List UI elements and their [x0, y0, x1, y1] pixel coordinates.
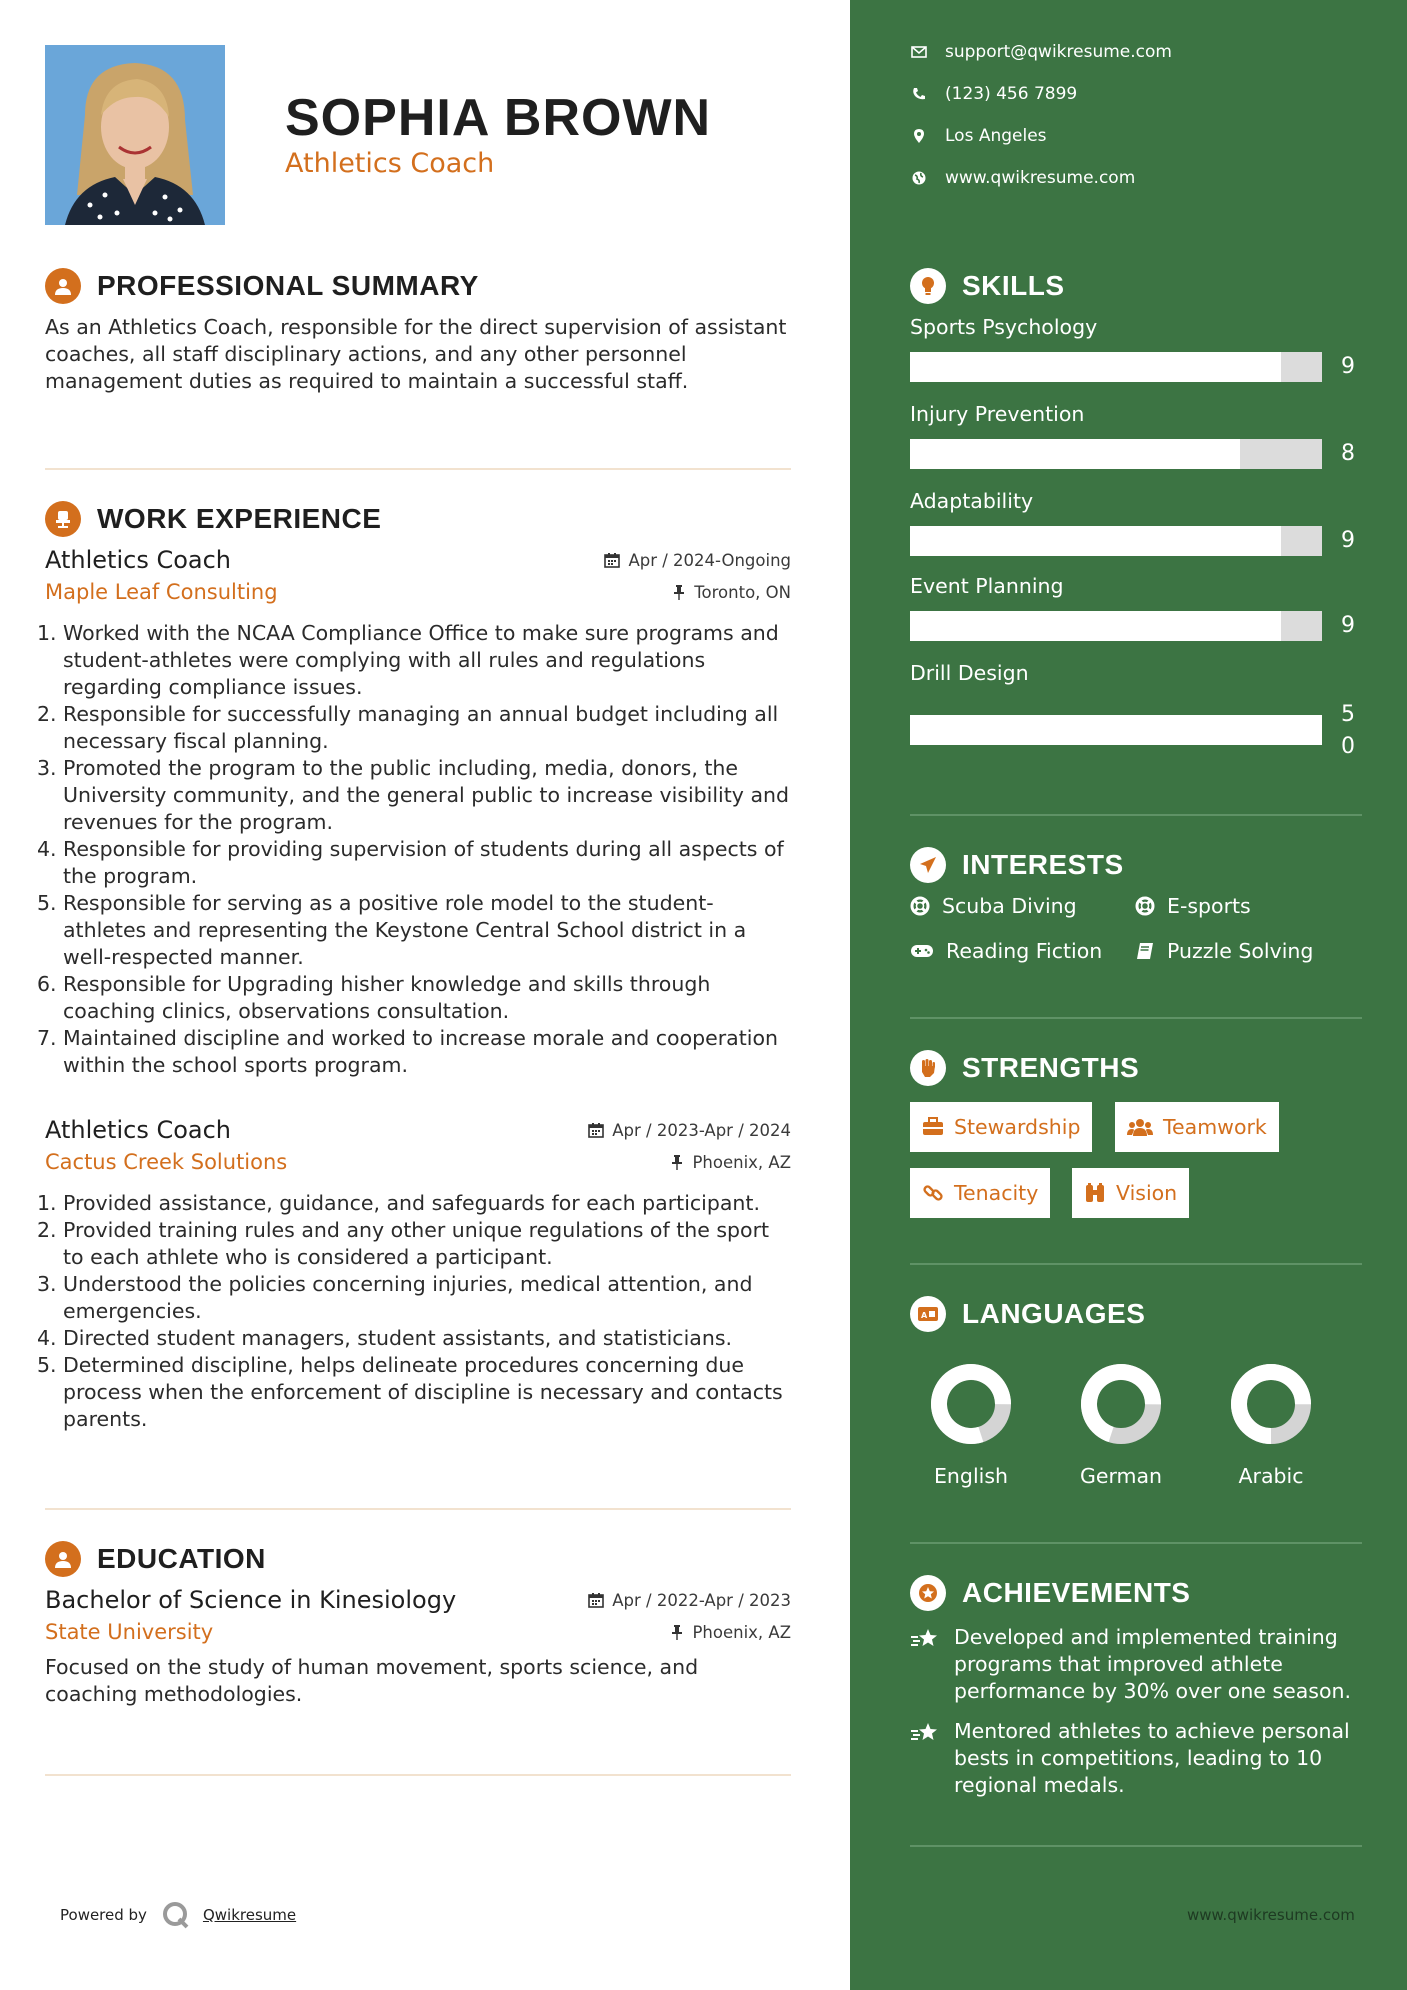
achievement-item: [910, 1624, 1370, 1705]
interests-heading: [910, 847, 1124, 883]
job-responsibilities: [45, 620, 791, 1079]
list-item: Responsible for successfully managing an annual budget including all necessary fiscal planning.: [63, 702, 779, 753]
achievement-text: Mentored athletes to achieve personal bests in competitions, leading to 10 regional medals.: [954, 1719, 1350, 1797]
language-name: German: [1079, 1464, 1163, 1488]
divider: [45, 1774, 791, 1776]
strength-chip: [1115, 1102, 1279, 1152]
skill-value: 9: [1341, 528, 1355, 553]
graduation-icon: [45, 1541, 81, 1577]
skill-value: 9: [1341, 613, 1355, 638]
language-item: [1066, 1362, 1176, 1488]
skill-bar: [910, 526, 1322, 556]
powered-by-text: Powered by: [60, 1906, 147, 1924]
skill-item: [910, 315, 1362, 379]
job-location-text: Phoenix, AZ: [692, 1152, 791, 1172]
skill-bar-fill: [910, 611, 1281, 641]
skill-bar-fill: [910, 439, 1240, 469]
gamepad-icon: [910, 943, 934, 959]
achievement-text: Developed and implemented training programs that improved athlete performance by 30% over one season.: [954, 1625, 1352, 1703]
interest-label: Reading Fiction: [946, 939, 1103, 963]
education-title: EDUCATION: [97, 1543, 266, 1574]
list-item: Responsible for Upgrading hisher knowledge and skills through coaching clinics, observations consultation.: [63, 972, 711, 1023]
education-description: Focused on the study of human movement, sports science, and coaching methodologies.: [45, 1655, 699, 1706]
education-location: [670, 1623, 791, 1642]
achievements-heading: [910, 1575, 1190, 1611]
sidebar: [850, 0, 1407, 1990]
list-item: Responsible for providing supervision of students during all aspects of the program.: [63, 837, 784, 888]
skill-value-digit: 0: [1341, 734, 1355, 759]
lightbulb-icon: [910, 268, 946, 304]
job-location-text: Toronto, ON: [694, 582, 791, 602]
calendar-icon: [588, 1122, 604, 1138]
skill-name: Sports Psychology: [910, 315, 1098, 339]
skill-name: Drill Design: [910, 661, 1029, 685]
job-title: Athletics Coach: [45, 546, 232, 574]
job-location: [670, 1153, 791, 1172]
list-item: Maintained discipline and worked to increase morale and cooperation within the school sports program.: [63, 1026, 779, 1077]
contact-location-text: Los Angeles: [945, 126, 1047, 146]
interests-title: INTERESTS: [962, 849, 1124, 880]
map-pin-icon: [910, 129, 928, 143]
skills-title: SKILLS: [962, 270, 1065, 301]
education-location-text: Phoenix, AZ: [692, 1622, 791, 1642]
skill-bar-fill: [910, 715, 1322, 745]
contact-website-text: www.qwikresume.com: [945, 168, 1136, 188]
divider: [910, 1845, 1362, 1847]
skill-name: Injury Prevention: [910, 402, 1085, 426]
strength-chip: [910, 1102, 1092, 1152]
list-item: Determined discipline, helps delineate procedures concerning due process when the enforcement of discipline is necessary and contacts parents.: [63, 1353, 783, 1431]
language-icon: [910, 1296, 946, 1332]
strengths-heading: [910, 1050, 1139, 1086]
strength-label: Teamwork: [1163, 1115, 1267, 1139]
divider: [910, 1542, 1362, 1544]
skill-value: 9: [1341, 354, 1355, 379]
education-date-text: Apr / 2022-Apr / 2023: [612, 1590, 791, 1610]
shooting-star-icon: [910, 1627, 940, 1651]
skill-bar-fill: [910, 352, 1281, 382]
work-heading: [45, 501, 381, 537]
language-donut: [929, 1362, 1013, 1446]
star-badge-icon: [910, 1575, 946, 1611]
footer-website[interactable]: www.qwikresume.com: [1187, 1906, 1355, 1924]
achievements-title: ACHIEVEMENTS: [962, 1577, 1191, 1608]
skill-item: [910, 402, 1362, 466]
chair-icon: [45, 501, 81, 537]
interest-item: [1135, 939, 1313, 963]
job-responsibilities: [45, 1190, 791, 1433]
skill-name: Event Planning: [910, 574, 1064, 598]
education-entry: [45, 1586, 791, 1708]
skill-item: [910, 574, 1362, 638]
interest-label: Puzzle Solving: [1167, 939, 1314, 963]
candidate-name: SOPHIA BROWN: [285, 89, 712, 147]
strength-label: Tenacity: [954, 1181, 1039, 1205]
strengths-title: STRENGTHS: [962, 1052, 1140, 1083]
languages-title: LANGUAGES: [962, 1298, 1146, 1329]
contact-website[interactable]: [910, 168, 1135, 188]
pin-icon: [670, 1624, 684, 1640]
binoculars-icon: [1084, 1182, 1106, 1204]
interest-item: [1135, 894, 1251, 918]
job-company: Cactus Creek Solutions: [45, 1150, 288, 1174]
fist-icon: [910, 1050, 946, 1086]
job-entry: [45, 1116, 791, 1433]
paper-plane-icon: [910, 847, 946, 883]
strength-chip: [910, 1168, 1050, 1218]
job-date: [588, 1121, 791, 1140]
skills-heading: [910, 268, 1065, 304]
strength-chip: [1072, 1168, 1189, 1218]
list-item: Provided training rules and any other unique regulations of the sport to each athlete who is considered a participant.: [63, 1218, 770, 1269]
life-ring-icon: [1135, 896, 1155, 916]
shooting-star-icon: [910, 1721, 940, 1745]
language-item: [1216, 1362, 1326, 1488]
skill-value: 8: [1341, 441, 1355, 466]
qwikresume-link[interactable]: Qwikresume: [202, 1906, 297, 1924]
strength-label: Stewardship: [954, 1115, 1081, 1139]
skill-value-digit: 5: [1341, 702, 1355, 727]
job-date: [604, 551, 791, 570]
skill-bar: [910, 352, 1322, 382]
languages-heading: [910, 1296, 1145, 1332]
skill-item: [910, 489, 1362, 553]
strength-label: Vision: [1116, 1181, 1178, 1205]
contact-phone[interactable]: [910, 84, 1077, 104]
summary-heading: [45, 268, 479, 304]
summary-text: As an Athletics Coach, responsible for the direct supervision of assistant coaches, all staff disciplinary actions, and any other personnel management duties as required to maintain a successful staff.: [45, 315, 787, 393]
list-item: Promoted the program to the public including, media, donors, the University community, and the general public to increase visibility and revenues for the program.: [63, 756, 790, 834]
contact-email[interactable]: [910, 42, 1172, 62]
qwikresume-logo-icon: [161, 1900, 191, 1930]
language-name: English: [933, 1464, 1009, 1488]
list-item: Provided assistance, guidance, and safeguards for each participant.: [63, 1191, 760, 1215]
achievement-item: [910, 1718, 1370, 1799]
job-entry: [45, 546, 791, 1079]
interest-label: Scuba Diving: [942, 894, 1077, 918]
language-donut: [1079, 1362, 1163, 1446]
job-date-text: Apr / 2023-Apr / 2024: [612, 1120, 791, 1140]
contact-email-text: support@qwikresume.com: [945, 42, 1172, 62]
svg-text:A: A: [921, 1311, 928, 1320]
briefcase-icon: [922, 1117, 944, 1137]
skill-bar-fill: [910, 526, 1281, 556]
contact-phone-text: (123) 456 7899: [945, 84, 1078, 104]
powered-by: [60, 1900, 296, 1930]
divider: [45, 1508, 791, 1510]
job-location: [672, 583, 791, 602]
skill-bar: [910, 611, 1322, 641]
users-icon: [1127, 1117, 1153, 1137]
education-heading: [45, 1541, 266, 1577]
contact-location: [910, 126, 1047, 146]
candidate-title: Athletics Coach: [285, 148, 495, 179]
list-item: Directed student managers, student assistants, and statisticians.: [63, 1326, 733, 1350]
profile-photo: [45, 45, 225, 225]
degree-title: Bachelor of Science in Kinesiology: [45, 1586, 457, 1614]
job-company: Maple Leaf Consulting: [45, 580, 278, 604]
divider: [910, 814, 1362, 816]
pin-icon: [672, 584, 686, 600]
work-title: WORK EXPERIENCE: [97, 503, 382, 534]
book-icon: [1135, 941, 1155, 961]
divider: [45, 468, 791, 470]
envelope-icon: [910, 46, 928, 58]
education-date: [588, 1591, 791, 1610]
list-item: Worked with the NCAA Compliance Office to make sure programs and student-athletes were complying with all rules and regulations regarding compliance issues.: [63, 621, 779, 699]
calendar-icon: [588, 1592, 604, 1608]
interest-item: [910, 894, 1077, 918]
skill-item: [910, 661, 1362, 759]
language-item: [916, 1362, 1026, 1488]
skill-name: Adaptability: [910, 489, 1034, 513]
phone-icon: [910, 87, 928, 101]
list-item: Understood the policies concerning injuries, medical attention, and emergencies.: [63, 1272, 753, 1323]
language-name: Arabic: [1238, 1464, 1304, 1488]
school-name: State University: [45, 1620, 214, 1644]
language-donut: [1229, 1362, 1313, 1446]
interest-item: [910, 939, 1102, 963]
globe-icon: [910, 171, 928, 185]
skill-bar: [910, 439, 1322, 469]
skill-bar: [910, 715, 1322, 745]
job-date-text: Apr / 2024-Ongoing: [628, 550, 791, 570]
life-ring-icon: [910, 896, 930, 916]
divider: [910, 1017, 1362, 1019]
user-icon: [45, 268, 81, 304]
list-item: Responsible for serving as a positive role model to the student-athletes and representing the Keystone Central School district in a well-respected manner.: [63, 891, 747, 969]
divider: [910, 1263, 1362, 1265]
link-icon: [922, 1182, 944, 1204]
job-title: Athletics Coach: [45, 1116, 232, 1144]
summary-title: PROFESSIONAL SUMMARY: [97, 270, 479, 301]
pin-icon: [670, 1154, 684, 1170]
calendar-icon: [604, 552, 620, 568]
interest-label: E-sports: [1167, 894, 1251, 918]
